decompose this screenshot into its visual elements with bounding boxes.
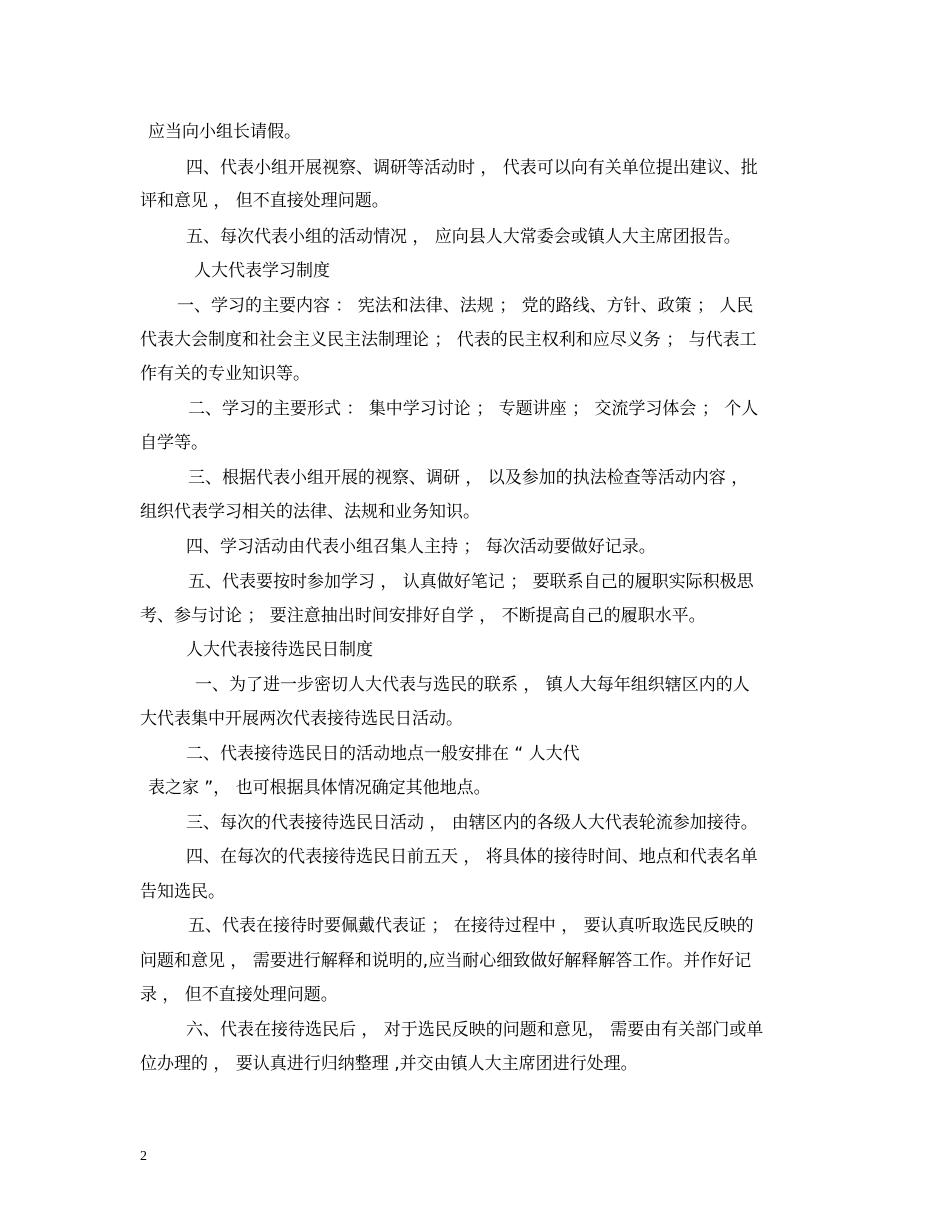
text-line: 应当向小组长请假。 [148, 122, 301, 142]
text-line: 自学等。 [140, 433, 208, 453]
section-heading: 人大代表学习制度 [194, 261, 330, 281]
text-line: 告知选民。 [140, 882, 225, 902]
text-line: 五、每次代表小组的活动情况 ， 应向县人大常委会或镇人大主席团报告。 [186, 227, 741, 247]
text-line: 录 ， 但不直接处理问题。 [140, 985, 338, 1005]
text-line: 作有关的专业知识等。 [140, 364, 310, 384]
text-line: 三、每次的代表接待选民日活动 ， 由辖区内的各级人大代表轮流参加接待。 [186, 813, 758, 833]
text-line: 一、为了进一步密切人大代表与选民的联系 ， 镇人大每年组织辖区内的人 [195, 675, 750, 695]
text-line: 四、在每次的代表接待选民日前五天 ， 将具体的接待时间、地点和代表名单 [186, 847, 758, 867]
section-heading: 人大代表接待选民日制度 [186, 640, 373, 660]
text-line: 大代表集中开展两次代表接待选民日活动。 [140, 709, 463, 729]
text-line: 组织代表学习相关的法律、法规和业务知识。 [140, 502, 480, 522]
text-line: 四、学习活动由代表小组召集人主持 ； 每次活动要做好记录。 [186, 537, 656, 557]
text-line: 四、代表小组开展视察、调研等活动时 ， 代表可以向有关单位提出建议、批 [186, 158, 758, 178]
text-line: 代表大会制度和社会主义民主法制理论 ； 代表的民主权利和应尽义务 ； 与代表工 [140, 330, 757, 350]
text-line: 问题和意见 ， 需要进行解释和说明的,应当耐心细致做好解释解答工作。并作好记 [140, 951, 752, 971]
text-line: 二、代表接待选民日的活动地点一般安排在 “ 人大代 [186, 744, 580, 764]
text-line: 评和意见 ， 但不直接处理问题。 [140, 191, 389, 211]
text-line: 三、根据代表小组开展的视察、调研 ， 以及参加的执法检查等活动内容 ， [188, 468, 749, 488]
text-line: 一、学习的主要内容 ： 宪法和法律、法规 ； 党的路线、方针、政策 ； 人民 [177, 296, 754, 316]
text-line: 表之家 ”， 也可根据具体情况确定其他地点。 [148, 778, 491, 798]
text-line: 位办理的 ， 要认真进行归纳整理 ,并交由镇人大主席团进行处理。 [140, 1054, 638, 1074]
page-number: 2 [140, 1149, 147, 1164]
text-line: 六、代表在接待选民后 ， 对于选民反映的问题和意见， 需要由有关部门或单 [186, 1020, 764, 1040]
text-line: 二、学习的主要形式 ： 集中学习讨论 ； 专题讲座 ； 交流学习体会 ； 个人 [188, 399, 759, 419]
text-line: 五、代表要按时参加学习 ， 认真做好笔记 ； 要联系自己的履职实际积极思 [188, 572, 754, 592]
text-line: 五、代表在接待时要佩戴代表证 ； 在接待过程中 ， 要认真听取选民反映的 [188, 916, 754, 936]
text-line: 考、参与讨论 ； 要注意抽出时间安排好自学 ， 不断提高自己的履职水平。 [140, 606, 706, 626]
